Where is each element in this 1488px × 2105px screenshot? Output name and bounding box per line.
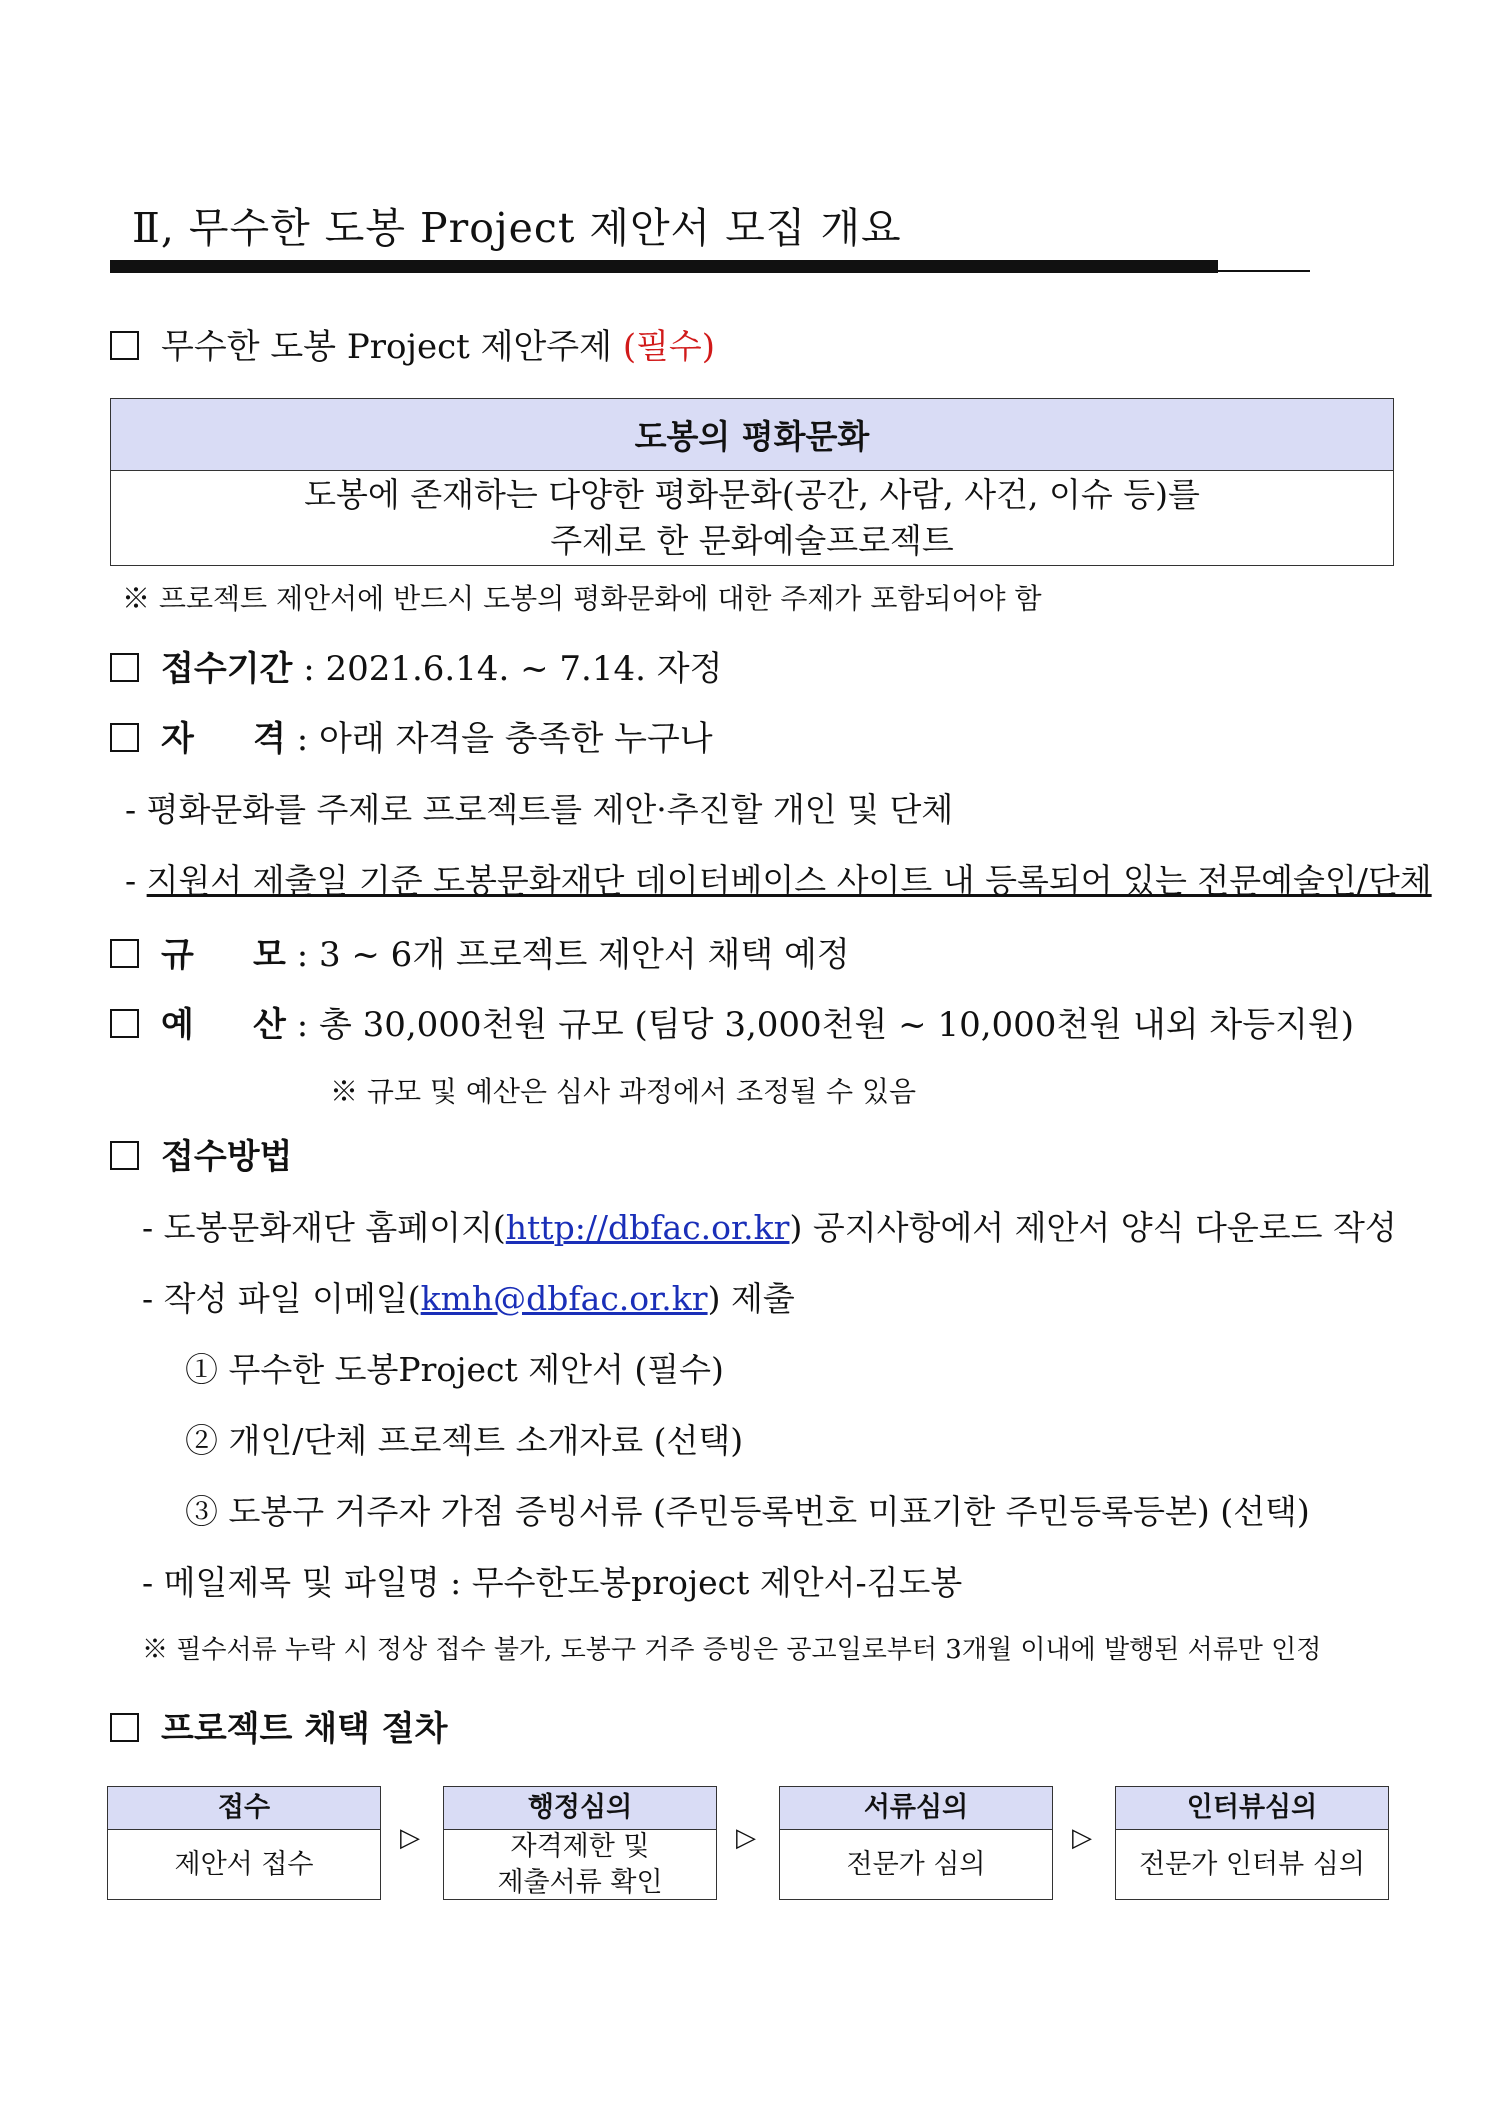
theme-table <box>110 398 1394 566</box>
period-label: 접수기간 <box>161 649 293 689</box>
procedure-step-2 <box>443 1786 717 1900</box>
section-theme-label: 무수한 도봉 Project 제안주제 <box>161 327 612 367</box>
step-2-head: 행정심의 <box>444 1787 716 1830</box>
required-mark: (필수) <box>622 327 716 367</box>
checkbox-square-icon <box>110 1009 139 1038</box>
section-period <box>110 649 723 689</box>
qualification-item-1: - 평화문화를 주제로 프로젝트를 제안·추진할 개인 및 단체 <box>125 790 954 829</box>
procedure-step-3 <box>779 1786 1053 1900</box>
method-line-1: - 도봉문화재단 홈페이지(http://dbfac.or.kr) 공지사항에서 제안서 양식 다운로드 작성 <box>142 1208 1397 1247</box>
section-procedure <box>110 1709 448 1749</box>
section-theme <box>110 327 716 367</box>
checkbox-square-icon <box>110 723 139 752</box>
section-qualification <box>110 719 713 759</box>
theme-table-head: 도봉의 평화문화 <box>111 399 1394 471</box>
title-rule-thin <box>1218 270 1310 272</box>
procedure-step-4 <box>1115 1786 1389 1900</box>
step-1-body: 제안서 접수 <box>174 1849 314 1880</box>
procedure-step-1 <box>107 1786 381 1900</box>
section-budget <box>110 1005 1355 1045</box>
arrow-right-icon: ▷ <box>736 1823 756 1853</box>
arrow-right-icon: ▷ <box>400 1823 420 1853</box>
theme-note: ※ 프로젝트 제안서에 반드시 도봉의 평화문화에 대한 주제가 포함되어야 함 <box>122 582 1042 615</box>
checkbox-square-icon <box>110 1713 139 1742</box>
method-doc-3: ③ 도봉구 거주자 가점 증빙서류 (주민등록번호 미표기한 주민등록등본) (선택) <box>185 1492 1310 1531</box>
budget-note: ※ 규모 및 예산은 심사 과정에서 조정될 수 있음 <box>330 1075 917 1108</box>
qualification-value: : 아래 자격을 충족한 누구나 <box>296 719 713 759</box>
method-line-2: - 작성 파일 이메일(kmh@dbfac.or.kr) 제출 <box>142 1279 795 1318</box>
scale-label: 규 모 <box>161 935 286 975</box>
method-note: ※ 필수서류 누락 시 정상 접수 불가, 도봉구 거주 증빙은 공고일로부터 3개월 이내에 발행된 서류만 인정 <box>142 1635 1322 1665</box>
period-value: : 2021.6.14. ~ 7.14. 자정 <box>303 649 723 689</box>
title-rule-thick <box>110 260 1218 273</box>
qualification-item-2: - 지원서 제출일 기준 도봉문화재단 데이터베이스 사이트 내 등록되어 있는 전문예술인/단체 <box>125 861 1432 900</box>
budget-label: 예 산 <box>161 1005 286 1045</box>
budget-value: : 총 30,000천원 규모 (팀당 3,000천원 ~ 10,000천원 내외 차등지원) <box>296 1005 1355 1045</box>
theme-line-1: 도봉에 존재하는 다양한 평화문화(공간, 사람, 사건, 이슈 등)를 <box>304 475 1200 514</box>
step-4-head: 인터뷰심의 <box>1116 1787 1388 1830</box>
theme-line-2: 주제로 한 문화예술프로젝트 <box>550 521 954 560</box>
procedure-label: 프로젝트 채택 절차 <box>161 1709 448 1749</box>
method-doc-2: ② 개인/단체 프로젝트 소개자료 (선택) <box>185 1421 744 1460</box>
page-title: Ⅱ, 무수한 도봉 Project 제안서 모집 개요 <box>132 204 902 252</box>
scale-value: : 3 ~ 6개 프로젝트 제안서 채택 예정 <box>296 935 850 975</box>
homepage-link[interactable]: http://dbfac.or.kr <box>505 1208 790 1247</box>
step-3-body: 전문가 심의 <box>846 1849 986 1880</box>
step-3-head: 서류심의 <box>780 1787 1052 1830</box>
method-mail-title: - 메일제목 및 파일명 : 무수한도봉project 제안서-김도봉 <box>142 1563 963 1602</box>
step-2-body: 자격제한 및 제출서류 확인 <box>497 1831 663 1898</box>
step-1-head: 접수 <box>108 1787 380 1830</box>
arrow-right-icon: ▷ <box>1072 1823 1092 1853</box>
theme-table-body <box>111 471 1394 566</box>
checkbox-square-icon <box>110 653 139 682</box>
checkbox-square-icon <box>110 1141 139 1170</box>
section-method <box>110 1137 293 1177</box>
step-4-body: 전문가 인터뷰 심의 <box>1139 1849 1365 1880</box>
checkbox-square-icon <box>110 939 139 968</box>
section-scale <box>110 935 850 975</box>
method-doc-1: ① 무수한 도봉Project 제안서 (필수) <box>185 1350 724 1389</box>
checkbox-square-icon <box>110 331 139 360</box>
method-label: 접수방법 <box>161 1137 293 1177</box>
qualification-label: 자 격 <box>161 719 286 759</box>
email-link[interactable]: kmh@dbfac.or.kr <box>420 1279 708 1318</box>
